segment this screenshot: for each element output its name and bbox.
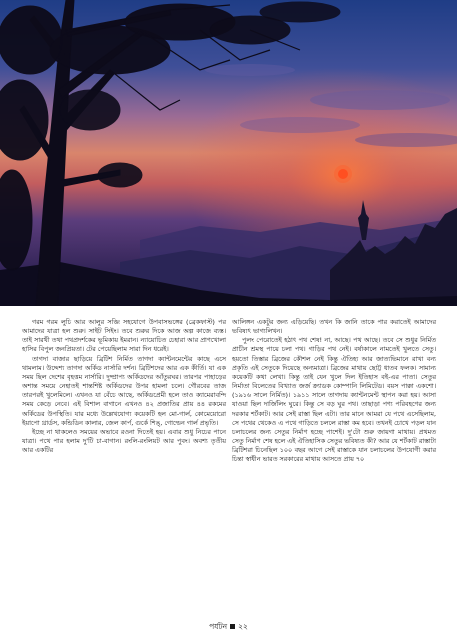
article-column-left	[22, 318, 226, 455]
page-footer	[0, 622, 457, 634]
paragraph: তাগদা বাজার ছাড়িয়ে ব্রিটিশ নির্মিত তাগদা ক্যান্টনমেন্টের কাছে এসে থামলাম। উদ্দেশ্য তাগদা অর্কিড নার্সারি দর্শন। ব্রিটিশদের আর এক কীর্তি। যা এক সময় ছিল দেশের বৃহত্তম নার্সারি। দুষ্প্রাপ্য অর্কিডদের আঁতুরঘর। তারপর পাহাড়ের অশান্ত সময়ে নেহাতই শান্তশিষ্ট অর্কিডদের উপর হামলা চলে। গৌরবের তাজ তারপরই খুলেমিলে। এখনও যা বেঁচে আছে, অর্কিডপ্রেমী হলে তাও ক্যামেরাবন্দি সময় কেড়ে নেবে। এই বিশাল বাগানে এখনও ৪২ প্রজাতির প্রায় ৪৪ রকমের অর্কিডের উপস্থিতি। যার মধ্যে উল্লেখযোগ্য কয়েকটি হল মো-গার্ল, কোমেয়োরো ইয়াপো থ্রার্ডস, কন্ডিডিন কালার, জেল কার্প, গুর্কে শিঙ্, গোল্ডেন গার্ল প্রভৃতি।	[22, 354, 226, 427]
square-bullet-icon	[230, 624, 235, 629]
magazine-name: পর্যটন	[209, 622, 228, 631]
paragraph: পুলং পেরোতেই হঠাৎ পথ শেষ! না, আছে। পথ আছে। তবে সে শুধুর নির্মিত প্রাচীন শ্রমস্থ পায়ে চলা পথ। গাড়ির পথ নেই। বর্ষাকালে নামতেই খুলতে সেতু। হয়তো তিস্তার ব্রিজের কৌশল নেই কিন্তু ঐতিহ্য আর জাত্যভিমানে রাখা বন্য প্রকৃতি এই সেতুকে দিয়েছে অন্যমাত্রা। ব্রিজের মাথায় ছোট্ট ধাতব ফলক। সামান্য কয়েকটি কথা লেখা। কিন্তু তাই যেন খুলে দিল ইতিহাস বই-এর পাতা। সেতুর নির্মাতা বিলেতের বিখ্যাত জর্জ ক্র্যাডক কোম্পানি লিমিটেড। বয়স পাক্কা একশো। (১৯১৬ সালে নির্মিত)। ১৯১১ সালে তাগদায় ক্যান্টনমেন্ট স্থাপন করা হয়। আসা যাওয়া ছিল দার্জিলিং ঘুরে। কিন্তু সে বড় ঘুর পথ। তাছাড়া পণ্য পরিবহণের জন্য দরকার শর্টকাট। আর সেই রাস্তা ছিল এটা। তার মানে আমরা যে পথে এসেছিলাম, সে পথের থেকেও এ পথে গাড়িতে চললে রাস্তা কম হবে। তখনই চোখে পড়ল যান চলাচলের জন্য সেতুর নির্মাণ হচ্ছে পাশেই। দু'টো শুরু জায়গা মাথায়। প্রথমত সেতু নির্মাণ শেষ হলে এই ঐতিহাসিক সেতুর ভবিষ্যত কী? আর যে শর্টকাট রাস্তাটা ব্রিটিশরা চিনেছিল ১০০ বছর আগে সেই রাস্তাকে যান চলাচলের উপযোগী করার চিন্তা স্বাধীন ভারত সরকারের মাথায় আসতে প্রায় ৭০	[232, 336, 436, 464]
page-number: ২২	[238, 622, 248, 631]
article-column-right	[232, 318, 436, 465]
paragraph: গরম গরম লুচি আর আলুর সব্জি সহযোগে উপবাসভঙ্গের (ব্রেকফাস্ট) পর আমাদের যাত্রা হল শুরু। সাইট সিইং। তবে শুরুর দিকে আজ অল্প কাজে ব্যস্ত। তাই সারথী তথা পথপ্রদর্শকের ভূমিকায় ইমরান। ন্যায়োচিত চেহারা আর প্রাণখোলা হাসির বিপুল জনপ্রিয়তা। টের পেয়েছিলাম সারা দিন ধরেই।	[22, 318, 226, 354]
sunset-photo	[0, 0, 457, 306]
sunset-landscape-image	[0, 0, 457, 306]
paragraph: ইচ্ছে না থাকলেও সময়ের অভাবে রওনা দিতেই হয়। এবার শুধু নিচের পানে যাত্রা। পথে পার হলাম দু'টি চা-বাগান। রংলি-রংলিয়ট আর পুবং। অবশ্য তৃতীয় আর একটির	[22, 427, 226, 455]
paragraph: আলিঙ্গন একটুর জন্য এড়িয়েছি। তখন কি জানি তাকে পার করাতেই আমাদের ভবিষ্যৎ ভাগ্যলিখন।	[232, 318, 436, 336]
